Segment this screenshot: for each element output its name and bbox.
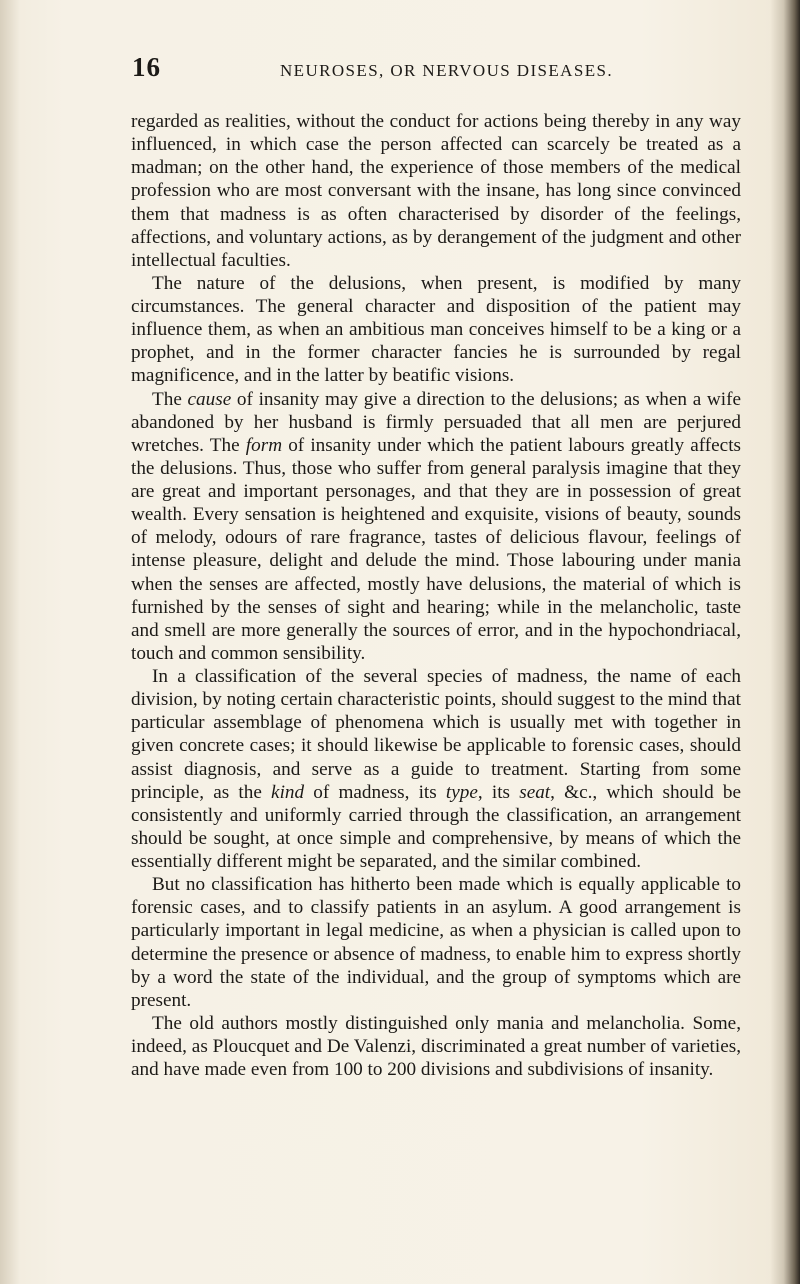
body-text bbox=[131, 110, 741, 1081]
paragraph-3 bbox=[131, 388, 741, 666]
paragraph-4-text-1: In a classification of the several species of madness, the name of each division, by noting certain characteristic points, should suggest to the mind that particular assemblage of phenomena which is usually met with together in given concrete cases; it should likewise be applicable to forensic cases, should assist diagnosis, and serve as a guide to treatment. Starting from some principle, as the bbox=[131, 666, 741, 803]
paragraph-4 bbox=[131, 665, 741, 873]
running-head: NEUROSES, OR NERVOUS DISEASES. bbox=[280, 61, 613, 80]
paragraph-6: The old authors mostly distinguished only mania and melancholia. Some, indeed, as Ploucquet and De Valenzi, discriminated a great number of varieties, and have made even from 100 to 200 divisions and subdivisions of insanity. bbox=[131, 1012, 741, 1081]
page-binding-edge bbox=[770, 0, 800, 1284]
paragraph-5: But no classification has hitherto been made which is equally applicable to forensic cases, and to classify patients in an asylum. A good arrangement is particularly important in legal medicine, as when a physician is called upon to determine the presence or absence of madness, to enable him to express shortly by a word the state of the individual, and the group of symptoms which are present. bbox=[131, 874, 741, 1011]
paragraph-3-text-2: of insanity may give a direction to the delusions; as when a wife abandoned by her husband is firmly persuaded that all men are perjured wretches. The bbox=[131, 388, 741, 456]
italic-seat: seat bbox=[519, 781, 551, 803]
paragraph-4-text-3: , its bbox=[477, 781, 520, 803]
paragraph-4-text-2: of madness, its bbox=[304, 781, 446, 803]
italic-type: type bbox=[445, 781, 478, 803]
page-number: 16 bbox=[132, 52, 161, 82]
paragraph-2: The nature of the delusions, when present, is modified by many circumstances. The general character and disposition of the patient may influence them, as when an ambitious man conceives himself to be a king or a prophet, and in the former character fancies he is surrounded by regal magnificence, and in the latter by beatific visions. bbox=[131, 272, 741, 387]
paragraph-3-text-1: The bbox=[152, 388, 188, 410]
italic-cause: cause bbox=[187, 388, 232, 410]
page-left-shadow bbox=[0, 0, 20, 1284]
paragraph-1: regarded as realities, without the conduct for actions being thereby in any way influenced, in which case the person affected can scarcely be treated as a madman; on the other hand, the experience of those members of the medical profession who are most conversant with the insane, has long since convinced them that madness is as often characterised by disorder of the feelings, affections, and voluntary actions, as by derangement of the judgment and other intellectual faculties. bbox=[131, 111, 741, 271]
page-header bbox=[132, 52, 752, 82]
paragraph-4-text-4: , &c., which should be consistently and uniformly carried through the classification, an arrangement should be sought, at once simple and comprehensive, by means of which the essentially different might be separated, and the similar combined. bbox=[131, 781, 741, 872]
italic-form: form bbox=[245, 434, 283, 456]
italic-kind: kind bbox=[271, 781, 305, 803]
paragraph-3-text-3: of insanity under which the patient labours greatly affects the delusions. Thus, those who suffer from general paralysis imagine that they are great and important personages, and that they are in possession of great wealth. Every sensation is heightened and exquisite, visions of beauty, sounds of melody, odours of rare fragrance, tastes of delicious flavour, feelings of intense pleasure, delight and delude the mind. Those labouring under mania when the senses are affected, mostly have delusions, the material of which is furnished by the senses of sight and hearing; while in the melancholic, taste and smell are more generally the sources of error, and in the hypochondriacal, touch and common sensibility. bbox=[131, 434, 742, 664]
